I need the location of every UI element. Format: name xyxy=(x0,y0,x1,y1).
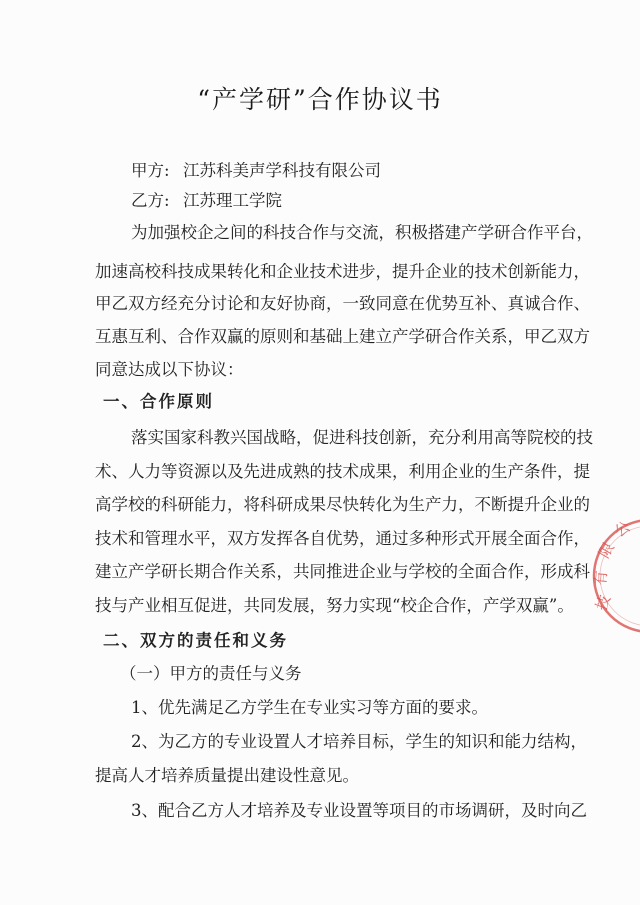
svg-text:有: 有 xyxy=(591,569,611,587)
party-a-name: 江苏科美声学科技有限公司 xyxy=(183,161,381,180)
section-2-item-3: 3、配合乙方人才培养及专业设置等项目的市场调研，及时向乙 xyxy=(131,801,587,820)
section-2-subheading: （一）甲方的责任与义务 xyxy=(120,664,302,683)
party-b-line xyxy=(131,187,282,211)
party-b-label: 乙方: xyxy=(131,191,170,210)
section-1-line: 术、人力等资源以及先进成熟的技术成果，利用企业的生产条件，提 xyxy=(95,462,590,481)
company-seal-stamp xyxy=(588,516,640,636)
preamble-line: 甲乙双方经充分讨论和友好协商，一致同意在优势互补、真诚合作、 xyxy=(95,294,590,313)
section-1-line: 落实国家科教兴国战略，促进科技创新，充分利用高等院校的技 xyxy=(131,428,593,447)
section-2-item-1: 1、优先满足乙方学生在专业实习等方面的要求。 xyxy=(131,698,488,717)
section-1-line: 建立产学研长期合作关系，共同推进企业与学校的全面合作，形成科 xyxy=(95,562,590,581)
svg-text:技: 技 xyxy=(592,592,615,613)
document-title: “产学研”合作协议书 xyxy=(197,85,443,114)
preamble-line: 互惠互利、合作双赢的原则和基础上建立产学研合作关系，甲乙双方 xyxy=(95,327,590,346)
svg-text:公: 公 xyxy=(611,517,634,541)
party-a-label: 甲方: xyxy=(131,161,170,180)
section-2-item-2-cont: 提高人才培养质量提出建设性意见。 xyxy=(95,766,359,785)
section-1-line: 技与产业相互促进，共同发展，努力实现“校企合作，产学双赢”。 xyxy=(95,596,574,615)
preamble-line: 同意达成以下协议： xyxy=(95,360,244,379)
section-2-heading: 二、双方的责任和义务 xyxy=(103,631,288,650)
section-1-line: 高学校的科研能力，将科研成果尽快转化为生产力，不断提升企业的 xyxy=(95,495,590,514)
party-b-name: 江苏理工学院 xyxy=(183,191,282,210)
party-a-line xyxy=(131,157,381,181)
section-1-heading: 一、合作原则 xyxy=(103,392,214,411)
section-1-line: 技术和管理水平，双方发挥各自优势，通过多种形式开展全面合作， xyxy=(95,529,590,548)
preamble-line: 为加强校企之间的科技合作与交流，积极搭建产学研合作平台， xyxy=(131,223,593,242)
preamble-line: 加速高校科技成果转化和企业技术进步，提升企业的技术创新能力， xyxy=(95,262,590,281)
svg-text:限: 限 xyxy=(594,539,618,562)
section-2-item-2: 2、为乙方的专业设置人才培养目标，学生的知识和能力结构， xyxy=(131,732,587,751)
